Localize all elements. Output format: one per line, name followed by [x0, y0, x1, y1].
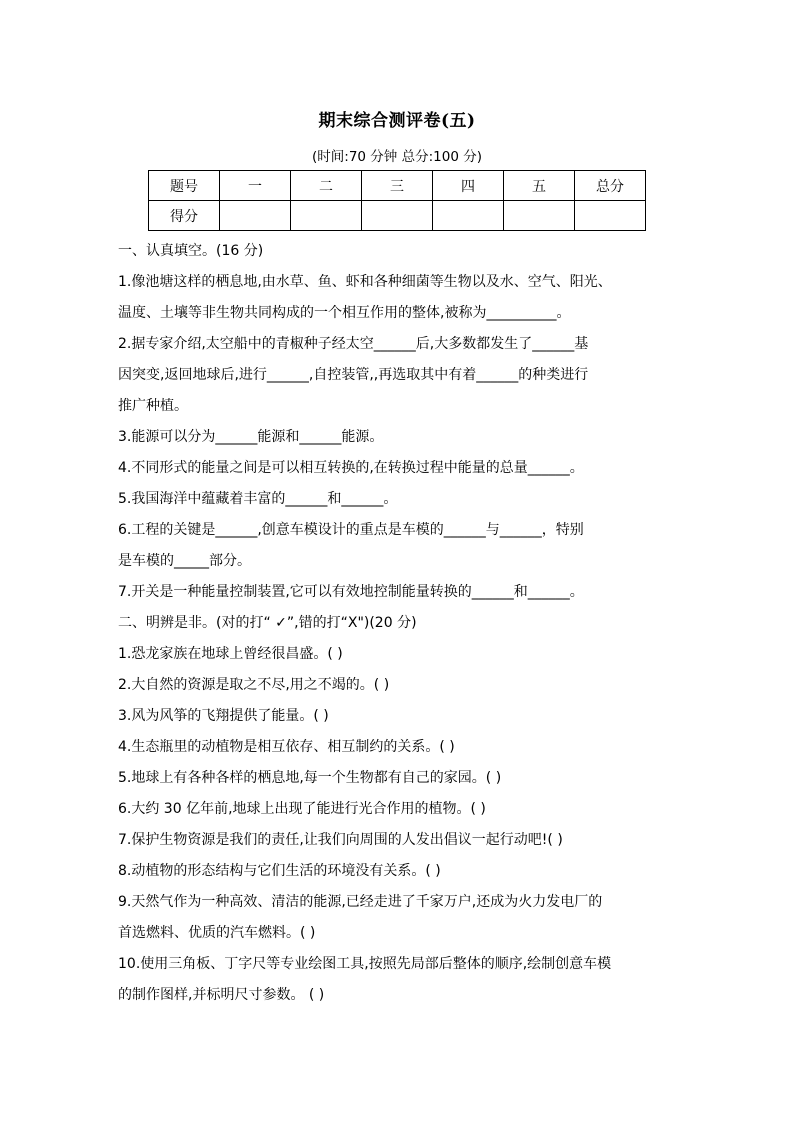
question-line: 推广种植。 — [118, 398, 188, 414]
exam-info: (时间:70 分钟 总分:100 分) — [312, 149, 482, 165]
score-input-cell[interactable] — [504, 201, 575, 231]
question-line: 1.像池塘这样的栖息地,由水草、鱼、虾和各种细菌等生物以及水、空气、阳光、 — [118, 274, 612, 290]
score-input-cell[interactable] — [433, 201, 504, 231]
section-heading: 一、认真填空。(16 分) — [118, 243, 264, 259]
question-line: 4.不同形式的能量之间是可以相互转换的,在转换过程中能量的总量______。 — [118, 460, 584, 476]
question-line: 5.我国海洋中蕴藏着丰富的______和______。 — [118, 491, 398, 507]
page-title: 期末综合测评卷(五) — [318, 111, 476, 131]
question-line: 10.使用三角板、丁字尺等专业绘图工具,按照先局部后整体的顺序,绘制创意车模 — [118, 956, 612, 972]
score-input-cell[interactable] — [362, 201, 433, 231]
table-cell: 题号 — [149, 171, 220, 201]
table-cell: 二 — [291, 171, 362, 201]
question-line: 是车模的_____部分。 — [118, 553, 251, 569]
question-line: 3.风为风筝的飞翔提供了能量。( ) — [118, 708, 329, 724]
question-line: 的制作图样,并标明尺寸参数。 ( ) — [118, 987, 325, 1003]
question-line: 因突变,返回地球后,进行______,自控装管,,再选取其中有着______的种类进行 — [118, 367, 589, 383]
question-line: 7.开关是一种能量控制装置,它可以有效地控制能量转换的______和______。 — [118, 584, 584, 600]
table-cell: 三 — [362, 171, 433, 201]
question-line: 5.地球上有各种各样的栖息地,每一个生物都有自己的家园。( ) — [118, 770, 502, 786]
table-cell: 四 — [433, 171, 504, 201]
table-row — [149, 171, 646, 201]
question-line: 9.天然气作为一种高效、清洁的能源,已经走进了千家万户,还成为火力发电厂的 — [118, 894, 603, 910]
section-heading: 二、明辨是非。(对的打“ ✓”,错的打“X")(20 分) — [118, 615, 417, 631]
table-cell: 一 — [220, 171, 291, 201]
question-line: 温度、土壤等非生物共同构成的一个相互作用的整体,被称为__________。 — [118, 305, 571, 321]
score-input-cell[interactable] — [220, 201, 291, 231]
table-cell: 五 — [504, 171, 575, 201]
score-input-cell[interactable] — [575, 201, 646, 231]
question-line: 首选燃料、优质的汽车燃料。( ) — [118, 925, 316, 941]
score-input-cell[interactable] — [291, 201, 362, 231]
question-body — [118, 236, 690, 1011]
question-line: 2.大自然的资源是取之不尽,用之不竭的。( ) — [118, 677, 390, 693]
question-line: 7.保护生物资源是我们的责任,让我们向周围的人发出倡议一起行动吧!( ) — [118, 832, 563, 848]
question-line: 6.大约 30 亿年前,地球上出现了能进行光合作用的植物。( ) — [118, 801, 486, 817]
question-line: 2.据专家介绍,太空船中的青椒种子经太空______后,大多数都发生了______基 — [118, 336, 589, 352]
question-line: 8.动植物的形态结构与它们生活的环境没有关系。( ) — [118, 863, 441, 879]
question-line: 1.恐龙家族在地球上曾经很昌盛。( ) — [118, 646, 343, 662]
score-table — [148, 170, 646, 231]
question-line: 6.工程的关键是______,创意车模设计的重点是车模的______与______，特别 — [118, 522, 584, 538]
question-line: 4.生态瓶里的动植物是相互依存、相互制约的关系。( ) — [118, 739, 455, 755]
question-line: 3.能源可以分为______能源和______能源。 — [118, 429, 384, 445]
table-cell: 得分 — [149, 201, 220, 231]
table-row — [149, 201, 646, 231]
table-cell: 总分 — [575, 171, 646, 201]
